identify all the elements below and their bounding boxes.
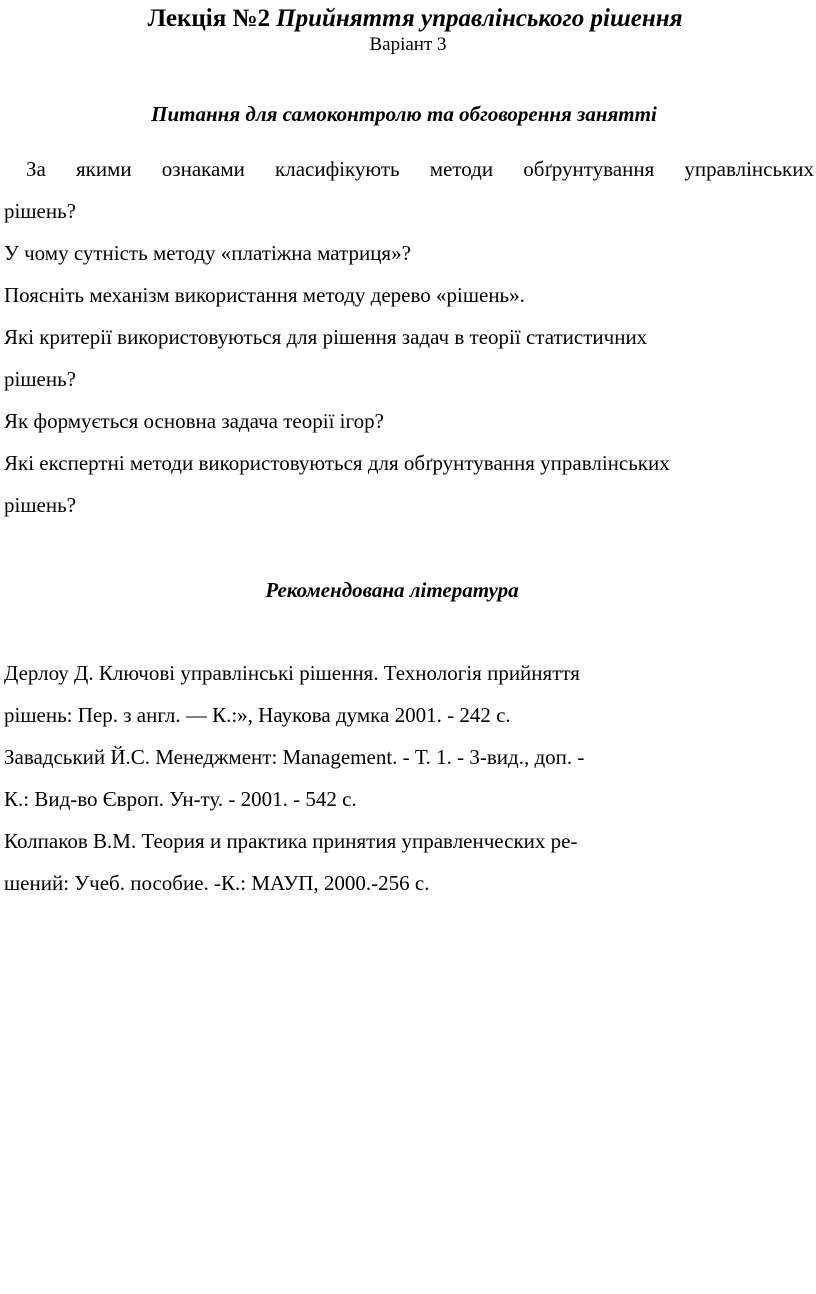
- question-line: Як формується основна задача теорії ігор?: [4, 409, 384, 433]
- question-line: рішень?: [4, 199, 76, 223]
- literature-line: рішень: Пер. з англ. — К.:», Наукова думка 2001. - 242 с.: [4, 703, 511, 727]
- literature-line: шений: Учеб. пособие. -К.: МАУП, 2000.-256 с.: [4, 871, 430, 895]
- lecture-number: Лекція №2: [147, 5, 271, 32]
- question-line: рішень?: [4, 367, 76, 391]
- lecture-header: [0, 4, 816, 56]
- question-line: Поясніть механізм використання методу дерево «рішень».: [4, 283, 525, 307]
- question-line: У чому сутність методу «платіжна матриця»?: [4, 241, 411, 265]
- variant-label: Варіант 3: [369, 34, 447, 55]
- questions-heading: Питання для самоконтролю та обговорення занятті: [151, 102, 657, 126]
- questions-list: [4, 148, 814, 526]
- question-line: рішень?: [4, 493, 76, 517]
- literature-heading: Рекомендована література: [265, 578, 519, 602]
- lecture-topic: Прийняття управлінського рішення: [276, 5, 683, 32]
- literature-line: Завадський Й.С. Менеджмент: Management. - Т. 1. - 3-вид., доп. -: [4, 745, 585, 769]
- question-line: За якими ознаками класифікують методи обґрунтування управлінських: [26, 157, 814, 181]
- literature-line: Дерлоу Д. Ключові управлінські рішення. Технологія прийняття: [4, 661, 580, 685]
- question-line: Які критерії використовуються для рішення задач в теорії статистичних: [4, 325, 648, 349]
- literature-line: К.: Вид-во Європ. Ун-ту. - 2001. - 542 с.: [4, 787, 357, 811]
- lecture-title: [14, 4, 816, 34]
- question-line: Які експертні методи використовуються для обґрунтування управлінських: [4, 451, 670, 475]
- literature-line: Колпаков В.М. Теория и практика принятия управленческих ре-: [4, 829, 578, 853]
- literature-list: [4, 652, 814, 904]
